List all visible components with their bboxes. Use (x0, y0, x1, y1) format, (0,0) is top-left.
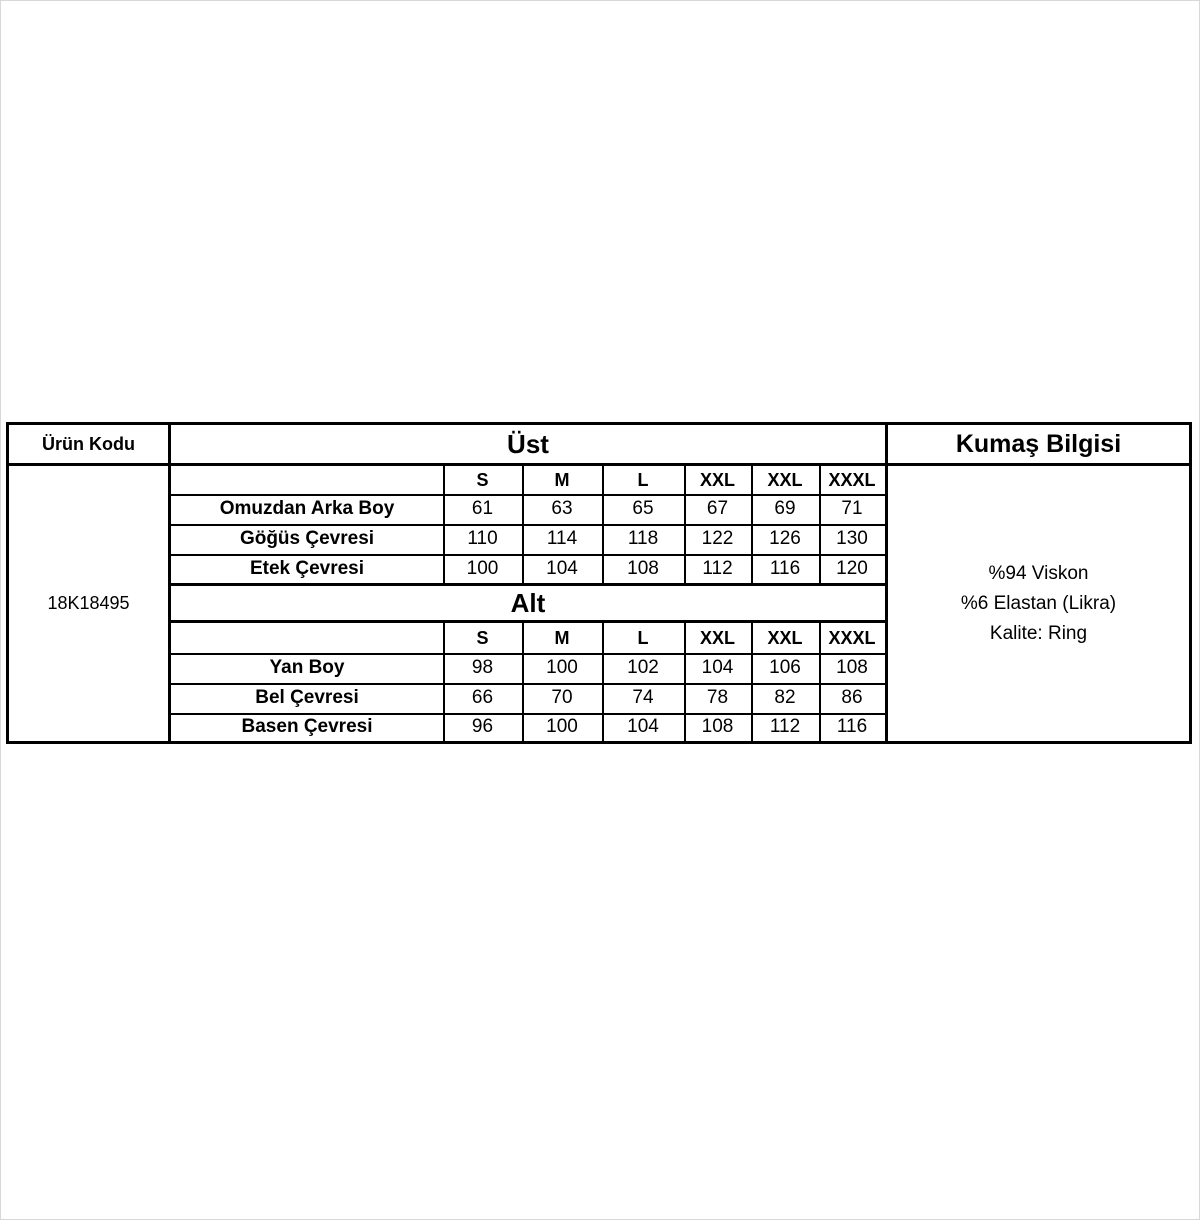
size-chart-table (6, 422, 1192, 744)
upper-measure-value: 122 (701, 528, 734, 549)
lower-size-header: M (554, 627, 570, 648)
product-code-value: 18K18495 (47, 593, 130, 613)
fabric-line: %94 Viskon (988, 562, 1089, 584)
upper-measure-value: 67 (706, 498, 729, 519)
lower-measure-value: 104 (627, 716, 659, 737)
measurement-section (171, 466, 885, 741)
upper-measure-value: 114 (546, 528, 578, 549)
lower-measure-value: 70 (551, 687, 573, 708)
upper-measure-label: Omuzdan Arka Boy (219, 498, 395, 519)
fabric-header: Kumaş Bilgisi (955, 429, 1122, 458)
lower-size-header: XXXL (828, 627, 876, 648)
lower-measure-value: 98 (471, 657, 494, 678)
lower-measure-value: 104 (701, 657, 734, 678)
lower-size-header: L (637, 627, 649, 648)
upper-size-header: XXL (767, 469, 803, 490)
upper-size-header: XXL (699, 469, 735, 490)
upper-measure-value: 126 (769, 528, 801, 549)
lower-measure-value: 116 (836, 716, 868, 737)
upper-measure-value: 65 (632, 498, 654, 519)
lower-measure-value: 112 (769, 716, 801, 737)
lower-measure-label: Bel Çevresi (255, 687, 359, 708)
lower-size-header: S (476, 627, 489, 648)
upper-measure-value: 63 (551, 498, 573, 519)
lower-measure-label: Basen Çevresi (241, 716, 373, 737)
lower-size-header: XXL (767, 627, 803, 648)
lower-measure-value: 78 (706, 687, 729, 708)
upper-measure-value: 116 (769, 557, 801, 579)
fabric-line: Kalite: Ring (989, 622, 1088, 644)
upper-measure-value: 108 (627, 557, 659, 579)
upper-measure-value: 61 (471, 498, 494, 519)
fabric-info (888, 466, 1189, 741)
lower-measure-value: 100 (546, 716, 578, 737)
product-code-header: Ürün Kodu (42, 433, 135, 454)
lower-measure-value: 74 (632, 687, 654, 708)
fabric-line: %6 Elastan (Likra) (960, 592, 1117, 614)
lower-header: Alt (510, 587, 546, 618)
lower-measure-label: Yan Boy (269, 657, 345, 678)
upper-size-header: XXXL (828, 469, 876, 490)
upper-measure-value: 118 (627, 528, 659, 549)
upper-size-header: S (476, 469, 489, 490)
upper-measure-value: 69 (774, 498, 796, 519)
upper-measure-value: 104 (546, 557, 578, 579)
lower-measure-value: 100 (546, 657, 578, 678)
upper-measure-value: 120 (836, 557, 868, 579)
lower-measure-value: 108 (836, 657, 868, 678)
upper-measure-value: 100 (466, 557, 499, 579)
upper-size-header: L (637, 469, 649, 490)
lower-measure-value: 108 (701, 716, 734, 737)
upper-measure-value: 112 (702, 557, 733, 579)
upper-header: Üst (507, 428, 549, 459)
lower-size-header: XXL (699, 627, 735, 648)
upper-measure-value: 130 (836, 528, 868, 549)
upper-measure-label: Etek Çevresi (249, 557, 365, 579)
upper-measure-value: 71 (841, 498, 863, 519)
upper-measure-label: Göğüs Çevresi (239, 528, 375, 549)
lower-measure-value: 82 (774, 687, 796, 708)
lower-measure-value: 106 (769, 657, 801, 678)
lower-measure-value: 86 (841, 687, 863, 708)
upper-size-header: M (554, 469, 570, 490)
upper-measure-value: 110 (467, 528, 498, 549)
lower-measure-value: 102 (627, 657, 659, 678)
lower-measure-value: 66 (471, 687, 494, 708)
lower-measure-value: 96 (471, 716, 494, 737)
